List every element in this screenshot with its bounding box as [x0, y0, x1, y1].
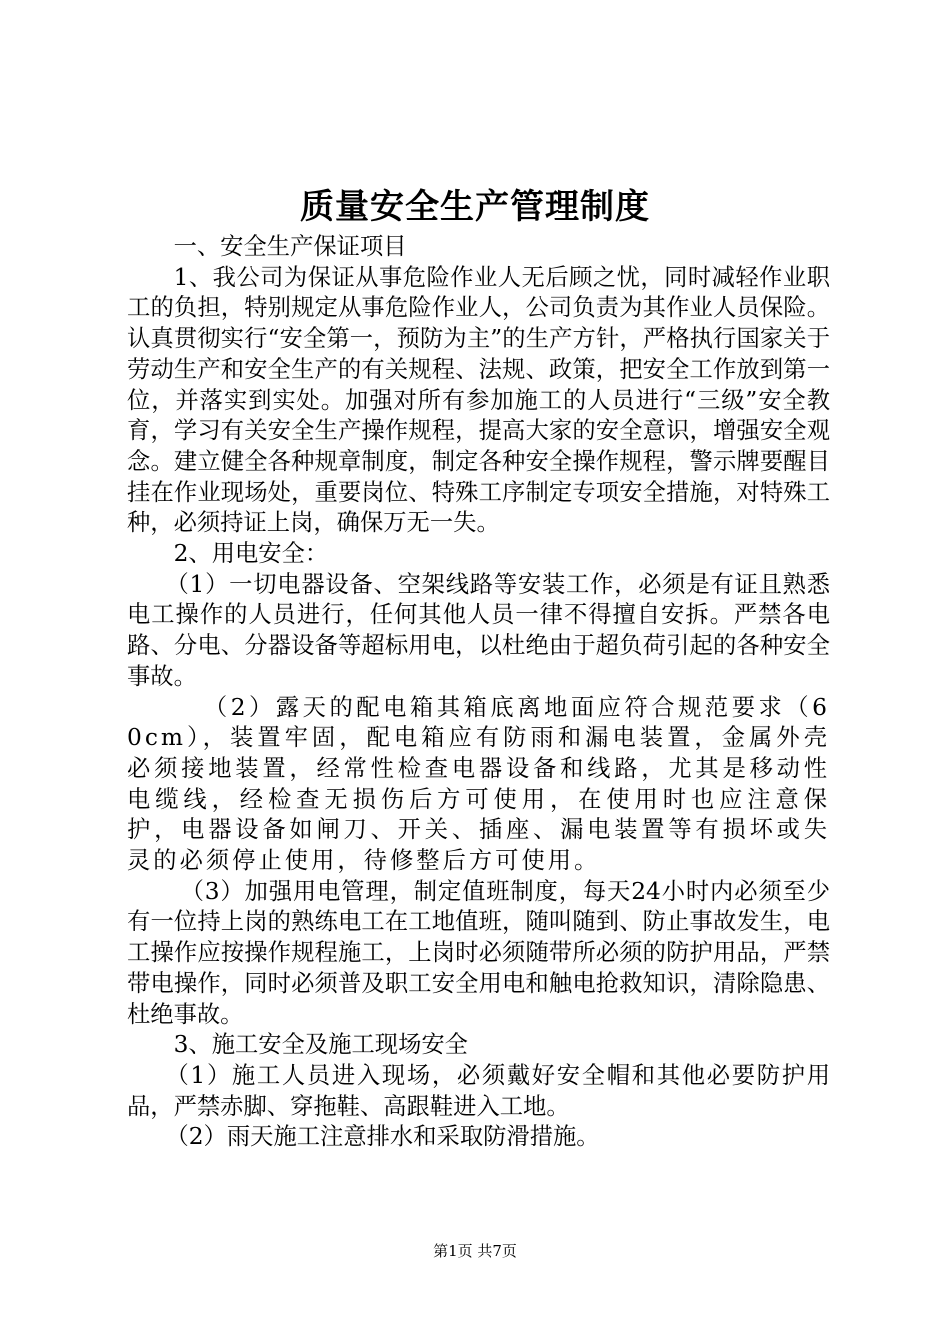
paragraph: （1）一切电器设备、空架线路等安装工作，必须是有证且熟悉电工操作的人员进行，任何其他人员一律不得擅自安拆。严禁各电路、分电、分器设备等超标用电，以杜绝由于超负荷引起的各种安全事故。 [127, 570, 830, 690]
page-footer: 第1页 共7页 [433, 1242, 517, 1260]
paragraph: （1）施工人员进入现场，必须戴好安全帽和其他必要防护用品，严禁赤脚、穿拖鞋、高跟鞋进入工地。 [127, 1061, 830, 1120]
paragraph: （3）加强用电管理，制定值班制度，每天24小时内必须至少有一位持上岗的熟练电工在工地值班，随叫随到、防止事故发生，电工操作应按操作规程施工，上岗时必须随带所必须的防护用品，严禁带电操作，同时必须普及职工安全用电和触电抢救知识，清除隐患、杜绝事故。 [127, 877, 830, 1028]
subsection-heading: 3、施工安全及施工现场安全 [173, 1031, 468, 1059]
document-body [127, 232, 830, 1153]
subsection-heading: 2、用电安全： [173, 540, 329, 568]
section-heading: 一、安全生产保证项目 [173, 233, 407, 260]
paragraph: （2）露天的配电箱其箱底离地面应符合规范要求（60cm），装置牢固，配电箱应有防雨和漏电装置，金属外壳必须接地装置，经常性检查电器设备和线路，尤其是移动性电缆线，经检查无损伤后方可使用，在使用时也应注意保护，电器设备如闸刀、开关、插座、漏电装置等有损坏或失灵的必须停止使用，待修整后方可使用。 [127, 693, 830, 875]
document-title: 质量安全生产管理制度 [300, 187, 650, 227]
paragraph: 1、我公司为保证从事危险作业人无后顾之忧，同时减轻作业职工的负担，特别规定从事危险作业人，公司负责为其作业人员保险。认真贯彻实行“安全第一，预防为主”的生产方针，严格执行国家关于劳动生产和安全生产的有关规程、法规、政策，把安全工作放到第一位，并落实到实处。加强对所有参加施工的人员进行“三级”安全教育，学习有关安全生产操作规程，提高大家的安全意识，增强安全观念。建立健全各种规章制度，制定各种安全操作规程，警示牌要醒目挂在作业现场处，重要岗位、特殊工序制定专项安全措施，对特殊工种，必须持证上岗，确保万无一失。 [127, 263, 830, 537]
paragraph: （2）雨天施工注意排水和采取防滑措施。 [165, 1123, 600, 1151]
